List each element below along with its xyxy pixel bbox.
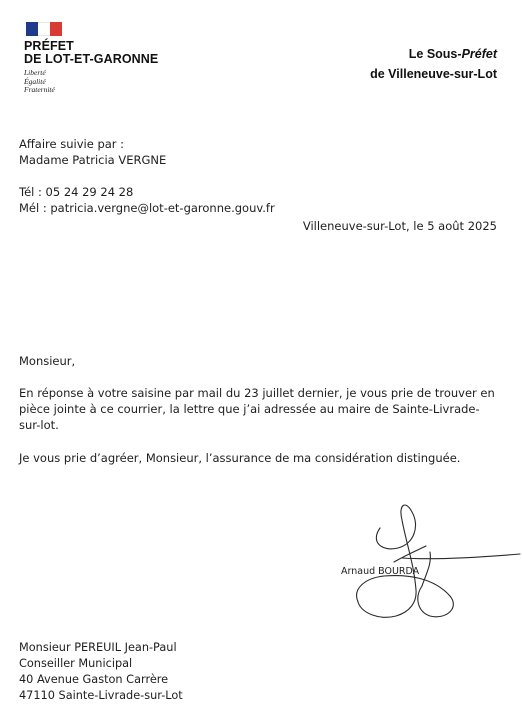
handwritten-signature [322,490,522,630]
contact-phone: Tél : 05 24 29 24 28 [19,185,134,199]
sous-prefet-prefix: Le Sous- [408,47,462,61]
salutation: Monsieur, [19,354,76,368]
motto-fraternite: Fraternité [24,85,55,94]
motto-liberte: Liberté [24,68,46,77]
french-flag-icon [26,22,62,36]
recipient-address [19,640,183,704]
date-line: Villeneuve-sur-Lot, le 5 août 2025 [302,219,497,233]
signatory-name: Arnaud BOURDA [341,566,420,577]
followed-by-label: Affaire suivie par : [19,137,125,151]
recipient-title: Conseiller Municipal [19,657,133,670]
recipient-street: 40 Avenue Gaston Carrère [19,673,169,686]
motto-egalite: Égalité [24,76,46,86]
prefecture-logo [24,22,194,95]
contact-email: Mél : patricia.vergne@lot-et-garonne.gouv.fr [19,201,275,215]
letter-paragraph-2: Je vous prie d’agréer, Monsieur, l’assurance de ma considération distinguée. [19,451,461,465]
recipient-name: Monsieur PEREUIL Jean-Paul [19,641,177,654]
prefecture-title-line1: PRÉFET [24,39,74,53]
sous-prefet-line2: de Villeneuve-sur-Lot [370,67,497,81]
followed-by-name: Madame Patricia VERGNE [19,153,167,167]
contact-block [19,136,275,216]
prefecture-title-line2: DE LOT-ET-GARONNE [24,52,159,66]
sous-prefet-heading [370,44,497,84]
republic-motto [24,69,194,95]
letter-paragraph-1: En réponse à votre saisine par mail du 23 juillet dernier, je vous prie de trouver en pièce jointe à ce courrier, la lettre que j’ai adressée au maire de Sainte-Livrade-sur-lot. [19,386,495,432]
recipient-city: 47110 Sainte-Livrade-sur-Lot [19,689,183,702]
prefecture-title [24,40,194,66]
sous-prefet-italic: Préfet [461,47,497,61]
